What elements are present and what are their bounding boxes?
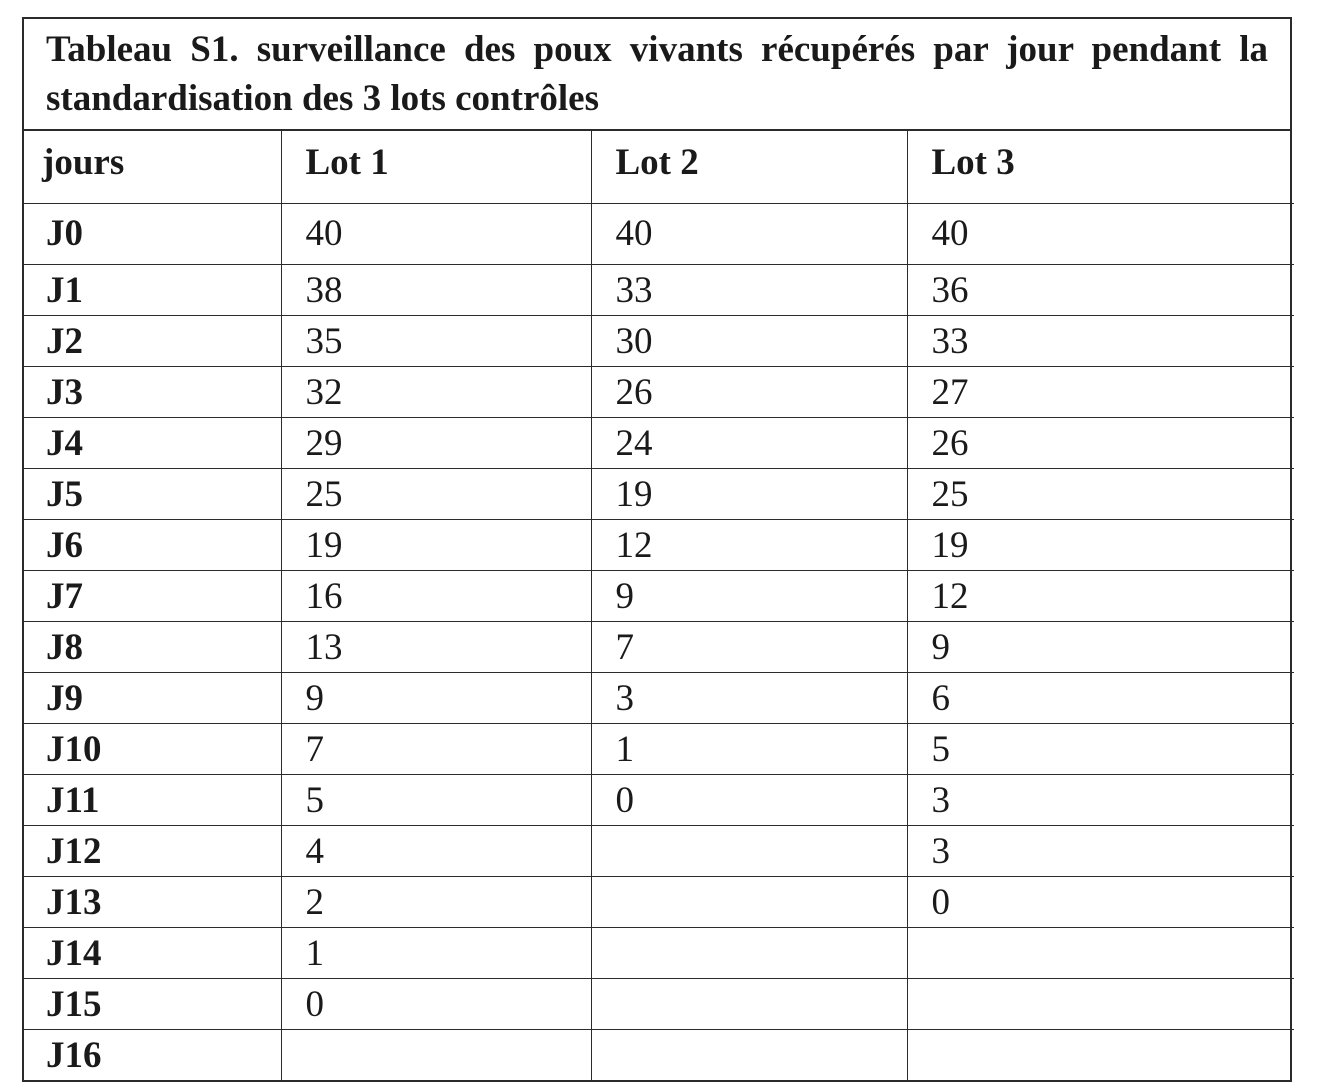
lot-3-cell: 5 (907, 723, 1294, 774)
day-cell: J5 (24, 468, 281, 519)
lot-1-cell: 4 (281, 825, 591, 876)
day-cell: J6 (24, 519, 281, 570)
table-row (24, 927, 1294, 978)
lot-3-cell: 0 (907, 876, 1294, 927)
day-cell: J9 (24, 672, 281, 723)
day-cell: J3 (24, 366, 281, 417)
lot-2-cell (591, 876, 907, 927)
lot-1-cell: 19 (281, 519, 591, 570)
table-row (24, 264, 1294, 315)
lot-2-cell: 26 (591, 366, 907, 417)
lot-3-cell: 12 (907, 570, 1294, 621)
day-cell: J16 (24, 1029, 281, 1080)
lot-1-cell: 35 (281, 315, 591, 366)
table-caption: Tableau S1. surveillance des poux vivants récupérés par jour pendant la standardisation des 3 lots contrôles (24, 19, 1290, 131)
lot-2-cell: 0 (591, 774, 907, 825)
table-row (24, 876, 1294, 927)
lot-1-cell: 2 (281, 876, 591, 927)
lot-2-cell: 12 (591, 519, 907, 570)
header-row (24, 131, 1294, 203)
column-header-jours: jours (24, 131, 281, 203)
day-cell: J1 (24, 264, 281, 315)
table-row (24, 519, 1294, 570)
lot-3-cell: 40 (907, 203, 1294, 264)
lot-1-cell: 29 (281, 417, 591, 468)
table-row (24, 621, 1294, 672)
table-row (24, 366, 1294, 417)
lot-2-cell: 19 (591, 468, 907, 519)
day-cell: J15 (24, 978, 281, 1029)
table-container (22, 17, 1292, 1082)
lot-3-cell (907, 978, 1294, 1029)
lot-2-cell: 40 (591, 203, 907, 264)
lot-1-cell: 16 (281, 570, 591, 621)
lot-2-cell (591, 1029, 907, 1080)
lot-3-cell: 25 (907, 468, 1294, 519)
lot-3-cell: 36 (907, 264, 1294, 315)
day-cell: J8 (24, 621, 281, 672)
table-row (24, 1029, 1294, 1080)
day-cell: J14 (24, 927, 281, 978)
lot-1-cell: 40 (281, 203, 591, 264)
lot-1-cell (281, 1029, 591, 1080)
lot-1-cell: 1 (281, 927, 591, 978)
lot-3-cell (907, 1029, 1294, 1080)
lot-3-cell: 6 (907, 672, 1294, 723)
table-row (24, 315, 1294, 366)
table-row (24, 417, 1294, 468)
lot-3-cell: 33 (907, 315, 1294, 366)
column-header-lot-2: Lot 2 (591, 131, 907, 203)
lot-2-cell: 33 (591, 264, 907, 315)
lot-1-cell: 5 (281, 774, 591, 825)
lot-1-cell: 13 (281, 621, 591, 672)
lot-1-cell: 32 (281, 366, 591, 417)
lot-2-cell: 3 (591, 672, 907, 723)
table-row (24, 672, 1294, 723)
day-cell: J0 (24, 203, 281, 264)
column-header-lot-1: Lot 1 (281, 131, 591, 203)
table-row (24, 825, 1294, 876)
table-row (24, 203, 1294, 264)
lot-1-cell: 9 (281, 672, 591, 723)
lot-3-cell (907, 927, 1294, 978)
day-cell: J4 (24, 417, 281, 468)
lot-2-cell: 9 (591, 570, 907, 621)
table-row (24, 570, 1294, 621)
lot-2-cell (591, 927, 907, 978)
column-header-lot-3: Lot 3 (907, 131, 1294, 203)
day-cell: J2 (24, 315, 281, 366)
lot-3-cell: 19 (907, 519, 1294, 570)
lot-3-cell: 26 (907, 417, 1294, 468)
lot-2-cell: 24 (591, 417, 907, 468)
table-row (24, 468, 1294, 519)
lot-2-cell (591, 978, 907, 1029)
lot-2-cell: 7 (591, 621, 907, 672)
lot-1-cell: 25 (281, 468, 591, 519)
day-cell: J10 (24, 723, 281, 774)
lice-survival-table (24, 131, 1294, 1080)
day-cell: J7 (24, 570, 281, 621)
lot-3-cell: 9 (907, 621, 1294, 672)
lot-3-cell: 27 (907, 366, 1294, 417)
day-cell: J13 (24, 876, 281, 927)
table-row (24, 723, 1294, 774)
day-cell: J11 (24, 774, 281, 825)
table-row (24, 774, 1294, 825)
lot-2-cell (591, 825, 907, 876)
day-cell: J12 (24, 825, 281, 876)
table-row (24, 978, 1294, 1029)
lot-2-cell: 1 (591, 723, 907, 774)
lot-1-cell: 0 (281, 978, 591, 1029)
lot-2-cell: 30 (591, 315, 907, 366)
lot-3-cell: 3 (907, 825, 1294, 876)
lot-3-cell: 3 (907, 774, 1294, 825)
lot-1-cell: 7 (281, 723, 591, 774)
lot-1-cell: 38 (281, 264, 591, 315)
